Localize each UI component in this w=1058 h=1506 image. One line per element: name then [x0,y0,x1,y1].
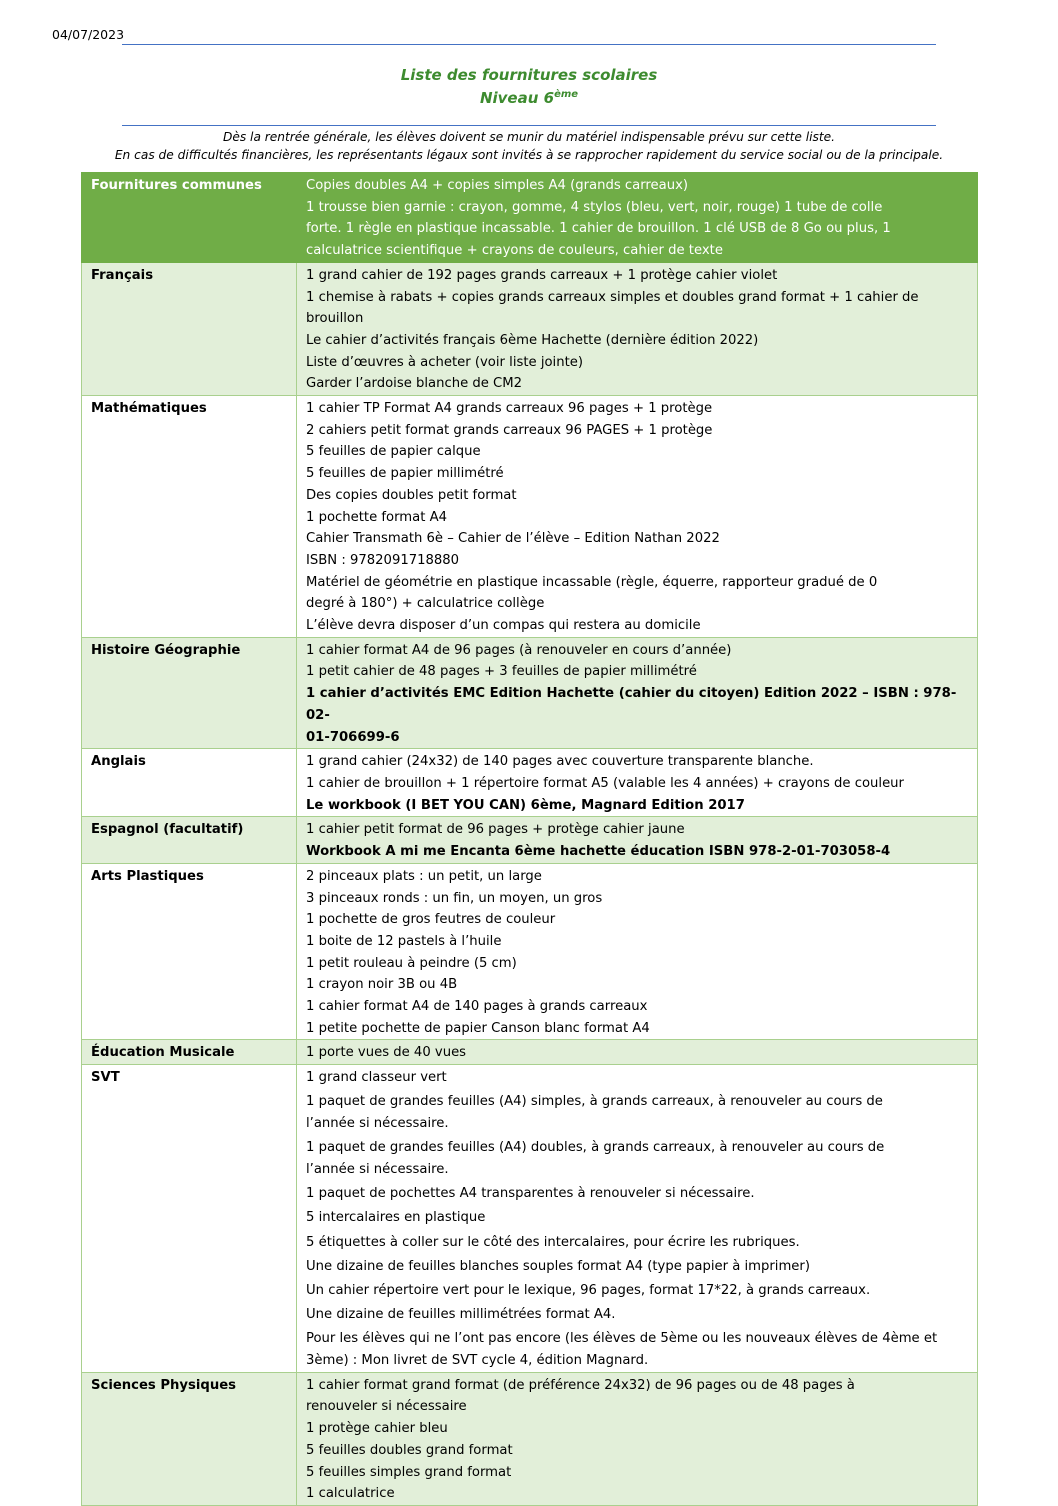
table-row [82,863,978,1040]
supply-item: 1 grand cahier de 192 pages grands carreaux + 1 protège cahier violet [306,267,778,283]
supply-item: 5 feuilles de papier calque [306,444,481,460]
supply-item: Un cahier répertoire vert pour le lexique, 96 pages, format 17*22, à grands carreaux. [306,1282,871,1298]
supply-item: 2 cahiers petit format grands carreaux 96 PAGES + 1 protège [306,422,713,438]
supply-item: 1 petit cahier de 48 pages + 3 feuilles de papier millimétré [306,664,697,680]
supply-item: calculatrice scientifique + crayons de couleurs, cahier de texte [306,243,723,259]
supply-item: 1 porte vues de 40 vues [306,1045,467,1061]
supply-item: 01-706699-6 [306,729,400,745]
items-cell [297,749,978,817]
items-cell [297,262,978,395]
supply-item: 1 grand classeur vert [306,1070,447,1086]
supply-item: L’élève devra disposer d’un compas qui restera au domicile [306,618,701,634]
intro-line-1: Dès la rentrée générale, les élèves doivent se munir du matériel indispensable prévu sur cette liste. [222,130,836,144]
supply-item: 2 pinceaux plats : un petit, un large [306,868,542,884]
subject-cell: Arts Plastiques [82,863,297,1040]
supply-item: 1 paquet de grandes feuilles (A4) doubles, à grands carreaux, à renouveler au cours de [306,1140,885,1156]
supply-item: degré à 180°) + calculatrice collège [306,596,545,612]
supply-item: 1 paquet de grandes feuilles (A4) simples, à grands carreaux, à renouveler au cours de [306,1094,883,1110]
supply-item: 1 boite de 12 pastels à l’huile [306,933,502,949]
items-cell [297,817,978,863]
supply-item: 5 feuilles doubles grand format [306,1442,513,1458]
table-row [82,817,978,863]
supply-item: Workbook A mi me Encanta 6ème hachette éducation ISBN 978-2-01-703058-4 [306,844,891,860]
supply-item: 1 crayon noir 3B ou 4B [306,977,458,993]
supply-item: Pour les élèves qui ne l’ont pas encore (les élèves de 5ème ou les nouveaux élèves de 4ème et [306,1331,938,1347]
supply-item: 5 intercalaires en plastique [306,1210,486,1226]
items-cell [297,173,978,263]
supplies-table [81,172,978,1506]
table-row [82,173,978,263]
supply-item: 1 grand cahier (24x32) de 140 pages avec couverture transparente blanche. [306,754,814,770]
supply-item: Copies doubles A4 + copies simples A4 (grands carreaux) [306,178,689,193]
level-superscript: ème [554,89,579,100]
supply-item: 1 pochette format A4 [306,509,447,525]
supply-item: 1 petite pochette de papier Canson blanc format A4 [306,1020,650,1036]
table-row [82,262,978,395]
header-rule-top [122,44,936,45]
supply-item: l’année si nécessaire. [306,1116,449,1132]
supply-item: ISBN : 9782091718880 [306,552,460,568]
subject-cell: Fournitures communes [82,173,297,263]
supply-item: 1 pochette de gros feutres de couleur [306,912,556,928]
supply-item: 5 feuilles simples grand format [306,1464,512,1480]
supply-item: 5 feuilles de papier millimétré [306,466,504,482]
supply-item: 3ème) : Mon livret de SVT cycle 4, édition Magnard. [306,1353,649,1369]
supply-item: 5 étiquettes à coller sur le côté des intercalaires, pour écrire les rubriques. [306,1234,800,1250]
items-cell [297,1065,978,1373]
supply-item: 1 protège cahier bleu [306,1421,448,1437]
supply-item: Une dizaine de feuilles millimétrées format A4. [306,1307,616,1323]
supply-item: 1 cahier petit format de 96 pages + protège cahier jaune [306,822,685,838]
supply-item: 1 cahier TP Format A4 grands carreaux 96 pages + 1 protège [306,401,713,417]
subject-cell: SVT [82,1065,297,1373]
subject-cell: Mathématiques [82,396,297,638]
subject-cell: Français [82,262,297,395]
supply-item: Liste d’œuvres à acheter (voir liste jointe) [306,354,584,370]
subject-cell: Anglais [82,749,297,817]
table-row [82,637,978,749]
supply-item: 1 cahier de brouillon + 1 répertoire format A5 (valable les 4 années) + crayons de couleur [306,775,904,791]
supply-item: 1 cahier format A4 de 96 pages (à renouveler en cours d’année) [306,642,732,658]
table-row [82,1372,978,1505]
subject-cell: Histoire Géographie [82,637,297,749]
subject-cell: Espagnol (facultatif) [82,817,297,863]
supply-item: 1 cahier format A4 de 140 pages à grands carreaux [306,999,648,1015]
header-rule-bottom [122,125,936,126]
document-subtitle [0,89,1058,107]
items-cell [297,396,978,638]
supply-item: brouillon [306,311,364,327]
supply-item: Cahier Transmath 6è – Cahier de l’élève – Edition Nathan 2022 [306,531,720,547]
items-cell [297,1372,978,1505]
supply-item: Des copies doubles petit format [306,487,517,503]
items-cell [297,637,978,749]
supply-item: Garder l’ardoise blanche de CM2 [306,376,523,392]
supply-item: 1 cahier format grand format (de préférence 24x32) de 96 pages ou de 48 pages à [306,1377,855,1393]
supply-item: forte. 1 règle en plastique incassable. 1 cahier de brouillon. 1 clé USB de 8 Go ou plus, 1 [306,221,891,237]
supply-item: 1 cahier d’activités EMC Edition Hachette (cahier du citoyen) Edition 2022 – ISBN : 978-02- [306,686,957,723]
items-cell [297,1040,978,1065]
supply-item: Une dizaine de feuilles blanches souples format A4 (type papier à imprimer) [306,1258,810,1274]
document-title: Liste des fournitures scolaires [400,66,658,84]
table-row [82,1040,978,1065]
subject-cell: Sciences Physiques [82,1372,297,1505]
supply-item: 1 chemise à rabats + copies grands carreaux simples et doubles grand format + 1 cahier de [306,289,919,305]
supply-item: renouveler si nécessaire [306,1399,467,1415]
supply-item: 1 trousse bien garnie : crayon, gomme, 4 stylos (bleu, vert, noir, rouge) 1 tube de colle [306,199,883,215]
items-cell [297,863,978,1040]
supply-item: 1 paquet de pochettes A4 transparentes à renouveler si nécessaire. [306,1186,755,1202]
table-row [82,749,978,817]
supply-item: 3 pinceaux ronds : un fin, un moyen, un gros [306,890,603,906]
table-row [82,396,978,638]
supply-item: 1 calculatrice [306,1486,395,1502]
level-label: Niveau 6 [479,89,555,107]
document-date: 04/07/2023 [52,27,125,42]
supply-item: l’année si nécessaire. [306,1161,449,1177]
table-row [82,1065,978,1373]
supply-item: Le workbook (I BET YOU CAN) 6ème, Magnard Edition 2017 [306,797,745,813]
intro-line-2: En cas de difficultés financières, les représentants légaux sont invités à se rapprocher rapidement du service social ou de la principale. [114,148,944,162]
supply-item: 1 petit rouleau à peindre (5 cm) [306,955,517,971]
supply-item: Matériel de géométrie en plastique incassable (règle, équerre, rapporteur gradué de 0 [306,574,878,590]
subject-cell: Éducation Musicale [82,1040,297,1065]
supply-item: Le cahier d’activités français 6ème Hachette (dernière édition 2022) [306,332,759,348]
